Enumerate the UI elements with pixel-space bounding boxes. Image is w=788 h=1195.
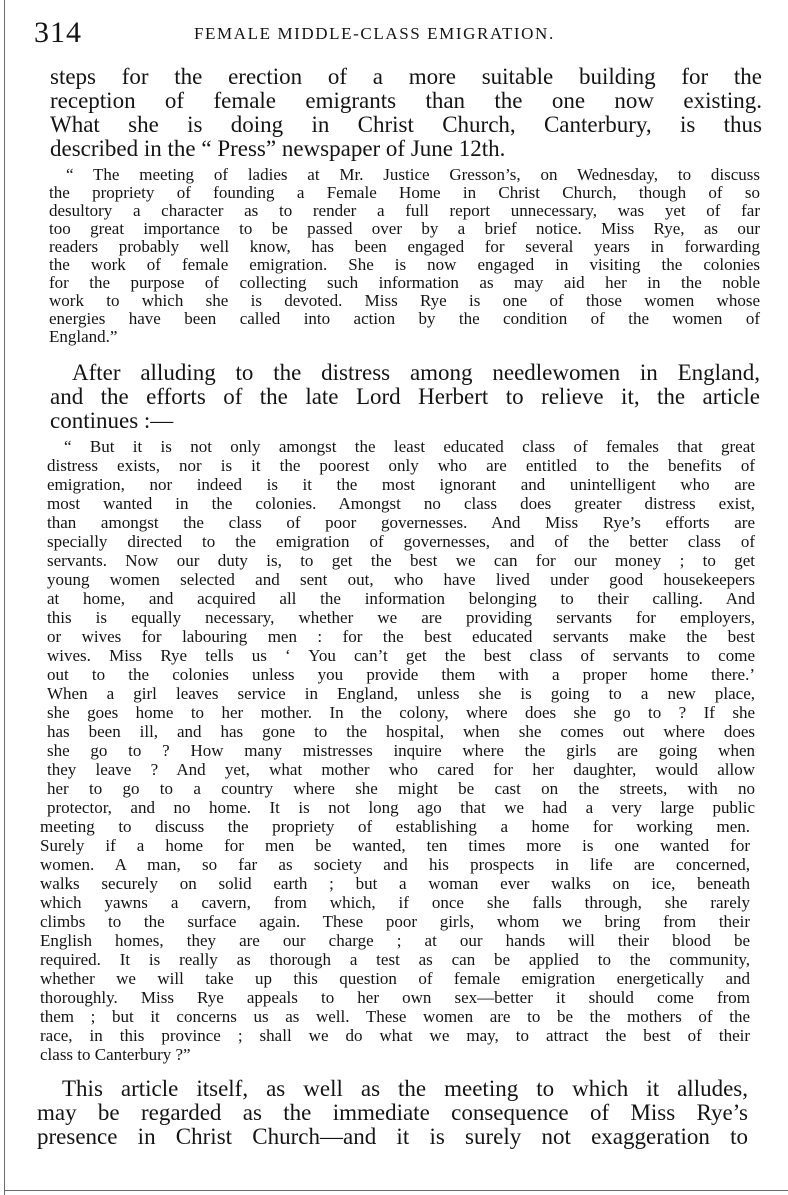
- text-line: this is equally necessary, whether we are providing servants for employers,: [47, 608, 755, 627]
- text-line: protector, and no home. It is not long ago that we had a very large public: [47, 798, 755, 817]
- text-line: she go to ? How many mistresses inquire where the girls are going when: [47, 741, 755, 760]
- text-line: emigration, nor indeed is it the most ignorant and unintelligent who are: [47, 475, 755, 494]
- text-line: specially directed to the emigration of governesses, and of the better class of: [47, 532, 755, 551]
- text-line: most wanted in the colonies. Amongst no class does greater distress exist,: [47, 494, 755, 513]
- text-line: When a girl leaves service in England, unless she is going to a new place,: [47, 684, 755, 703]
- text-line: the work of female emigration. She is now engaged in visiting the colonies: [49, 255, 760, 274]
- text-line: they leave ? And yet, what mother who cared for her daughter, would allow: [47, 760, 755, 779]
- text-line: described in the “ Press” newspaper of June 12th.: [50, 136, 506, 161]
- page-number: 314: [34, 16, 82, 49]
- text-line: climbs to the surface again. These poor girls, whom we bring from their: [40, 912, 750, 931]
- text-line: steps for the erection of a more suitable building for the: [50, 64, 762, 89]
- text-line: class to Canterbury ?”: [40, 1045, 191, 1064]
- text-line: race, in this province ; shall we do what we may, to attract the best of their: [40, 1026, 750, 1045]
- text-line: continues :—: [50, 408, 174, 433]
- running-title: FEMALE MIDDLE-CLASS EMIGRATION.: [194, 24, 555, 43]
- page-edge-bottom: [4, 1190, 788, 1191]
- text-line: and the efforts of the late Lord Herbert to relieve it, the article: [50, 384, 760, 409]
- text-line: required. It is really as thorough a test as can be applied to the community,: [40, 950, 750, 969]
- text-line: walks securely on solid earth ; but a woman ever walks on ice, beneath: [40, 874, 750, 893]
- text-line: readers probably well know, has been engaged for several years in forwarding: [49, 237, 760, 256]
- text-line: which yawns a cavern, from which, if once she falls through, she rarely: [40, 893, 750, 912]
- page-header: [34, 14, 774, 54]
- text-line: presence in Christ Church—and it is surely not exaggeration to: [37, 1124, 748, 1149]
- text-line: “ But it is not only amongst the least educated class of females that great: [64, 437, 755, 456]
- text-line: too great importance to be passed over by a brief notice. Miss Rye, as our: [49, 219, 760, 238]
- text-line: After alluding to the distress among needlewomen in England,: [72, 360, 760, 385]
- text-line: work to which she is devoted. Miss Rye is one of those women whose: [49, 291, 760, 310]
- text-line: for the purpose of collecting such information as may aid her in the noble: [49, 273, 760, 292]
- text-line: or wives for labouring men : for the best educated servants make the best: [47, 627, 755, 646]
- text-line: them ; but it concerns us as well. These women are to be the mothers of the: [40, 1007, 750, 1026]
- text-line: England.”: [49, 327, 118, 346]
- text-line: whether we will take up this question of female emigration energetically and: [40, 969, 750, 988]
- text-line: “ The meeting of ladies at Mr. Justice Gresson’s, on Wednesday, to discuss: [66, 165, 760, 184]
- text-line: than amongst the class of poor governesses. And Miss Rye’s efforts are: [47, 513, 755, 532]
- text-line: at home, and acquired all the information belonging to their calling. And: [47, 589, 755, 608]
- text-line: distress exists, nor is it the poorest only who are entitled to the benefits of: [47, 456, 755, 475]
- text-line: Surely if a home for men be wanted, ten times more is one wanted for: [40, 836, 750, 855]
- text-line: energies have been called into action by the condition of the women of: [49, 309, 760, 328]
- text-line: may be regarded as the immediate consequence of Miss Rye’s: [37, 1100, 748, 1125]
- text-line: the propriety of founding a Female Home in Christ Church, though of so: [49, 183, 760, 202]
- text-line: What she is doing in Christ Church, Canterbury, is thus: [50, 112, 762, 137]
- text-line: she goes home to her mother. In the colony, where does she go to ? If she: [47, 703, 755, 722]
- text-line: servants. Now our duty is, to get the best we can for our money ; to get: [47, 551, 755, 570]
- text-line: meeting to discuss the propriety of establishing a home for working men.: [40, 817, 750, 836]
- text-line: wives. Miss Rye tells us ‘ You can’t get the best class of servants to come: [47, 646, 755, 665]
- text-line: women. A man, so far as society and his prospects in life are concerned,: [40, 855, 750, 874]
- text-line: her to go to a country where she might be cast on the streets, with no: [47, 779, 755, 798]
- text-line: reception of female emigrants than the one now existing.: [50, 88, 762, 113]
- text-line: desultory a character as to render a full report unnecessary, was yet of far: [49, 201, 760, 220]
- text-line: English homes, they are our charge ; at our hands will their blood be: [40, 931, 750, 950]
- text-line: young women selected and sent out, who have lived under good housekeepers: [47, 570, 755, 589]
- page-edge-left: [4, 0, 5, 1195]
- text-line: thoroughly. Miss Rye appeals to her own sex—better it should come from: [40, 988, 750, 1007]
- text-line: out to the colonies unless you provide them with a proper home there.’: [47, 665, 755, 684]
- text-line: This article itself, as well as the meeting to which it alludes,: [62, 1076, 748, 1101]
- text-line: has been ill, and has gone to the hospital, when she comes out where does: [47, 722, 755, 741]
